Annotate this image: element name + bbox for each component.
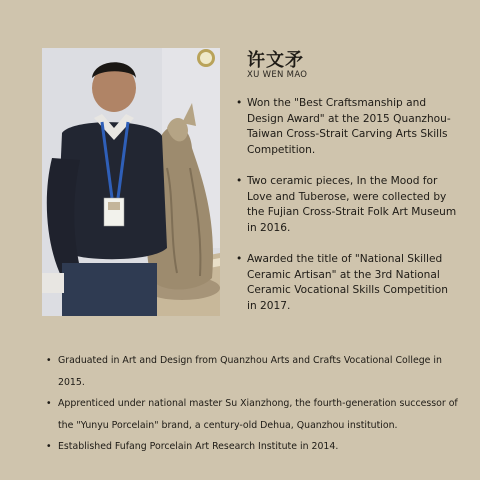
list-item: • Graduated in Art and Design from Quanzhou Arts and Crafts Vocational College in 2015. — [44, 350, 464, 393]
artist-with-sculpture-photo-icon — [42, 48, 220, 316]
artist-name-chinese: 许文矛 — [247, 50, 304, 71]
list-item: • Apprenticed under national master Su Xianzhong, the fourth-generation successor of the "Yunyu Porcelain" brand, a century-old Dehua, Quanzhou institution. — [44, 393, 464, 436]
artist-name-english: XU WEN MAO — [247, 70, 308, 80]
awards-list — [235, 96, 460, 330]
list-item: • Established Fufang Porcelain Art Research Institute in 2014. — [44, 436, 464, 458]
list-item: • Two ceramic pieces, In the Mood for Love and Tuberose, were collected by the Fujian Cross-Strait Folk Art Museum in 2016. — [235, 174, 460, 236]
list-item: • Won the "Best Craftsmanship and Design Award" at the 2015 Quanzhou-Taiwan Cross-Strait Carving Arts Skills Competition. — [235, 96, 460, 158]
artist-photo — [42, 48, 220, 316]
background-list — [44, 350, 464, 458]
list-item: • Awarded the title of "National Skilled Ceramic Artisan" at the 3rd National Ceramic Vocational Skills Competition in 2017. — [235, 252, 460, 314]
